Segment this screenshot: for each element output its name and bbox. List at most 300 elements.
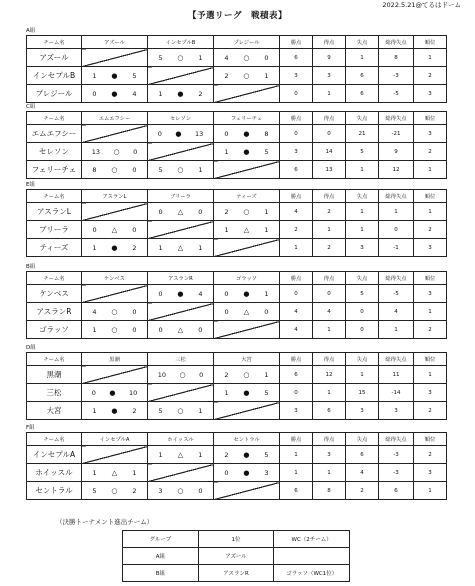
- team-row: [27, 203, 447, 221]
- team-row: [27, 402, 447, 420]
- stat-cell: 1: [346, 203, 379, 221]
- group-label: A組: [26, 28, 36, 34]
- final-cell: A組: [123, 548, 199, 565]
- result-mark: ○: [113, 147, 120, 156]
- score-for: 3: [158, 486, 163, 495]
- result-mark: △: [111, 468, 118, 477]
- header-opponent: インセプルA: [82, 433, 148, 446]
- stat-cell: 0: [379, 221, 414, 239]
- header-opponent: ゴラッソ: [214, 272, 280, 285]
- stat-cell: 1: [346, 366, 379, 384]
- result-mark: △: [243, 307, 250, 316]
- team-row: [27, 446, 447, 464]
- team-name: ゴラッソ: [27, 321, 82, 339]
- self-match-cell: [214, 482, 280, 500]
- self-match-cell: [82, 125, 148, 143]
- final-caption: （決勝トーナメント進出チーム）: [56, 518, 154, 526]
- stat-cell: -14: [379, 384, 414, 402]
- header-row: [27, 433, 447, 446]
- result-mark: ●: [243, 450, 250, 459]
- match-result: [82, 384, 148, 402]
- final-row: [123, 548, 350, 565]
- header-stat: 勝点: [280, 272, 313, 285]
- team-row: [27, 482, 447, 500]
- header-stat: 順位: [414, 272, 447, 285]
- header-stat: 勝点: [280, 36, 313, 49]
- score-against: 0: [264, 53, 269, 62]
- score-for: 0: [92, 225, 97, 234]
- header-row: [27, 353, 447, 366]
- result-mark: ●: [243, 289, 250, 298]
- stat-cell: 3: [414, 285, 447, 303]
- stat-cell: 3: [414, 85, 447, 103]
- score-for: 0: [92, 89, 97, 98]
- score-for: 0: [91, 388, 96, 397]
- group-table: [26, 189, 447, 257]
- team-name: インセプルB: [27, 67, 82, 85]
- score-against: 5: [264, 388, 269, 397]
- score-for: 0: [224, 129, 229, 138]
- stat-cell: -1: [379, 239, 414, 257]
- score-against: 1: [264, 225, 269, 234]
- self-match-cell: [82, 49, 148, 67]
- stat-cell: 1: [313, 85, 346, 103]
- result-mark: ○: [243, 71, 250, 80]
- final-row: [123, 565, 350, 582]
- team-row: [27, 464, 447, 482]
- team-row: [27, 321, 447, 339]
- header-opponent: ブリーラ: [148, 190, 214, 203]
- score-against: 0: [132, 225, 137, 234]
- stat-cell: 1: [414, 203, 447, 221]
- score-against: 13: [194, 129, 204, 138]
- group-label: D組: [26, 345, 36, 351]
- score-against: 1: [264, 207, 269, 216]
- header-opponent: フェリーチェ: [214, 112, 280, 125]
- header-stat: 順位: [414, 433, 447, 446]
- stat-cell: 1: [346, 221, 379, 239]
- team-name: フェリーチェ: [27, 161, 82, 179]
- group-block: [26, 28, 446, 103]
- score-against: 0: [133, 147, 138, 156]
- header-opponent: 三松: [148, 353, 214, 366]
- stat-cell: 3: [414, 125, 447, 143]
- stat-cell: 1: [280, 446, 313, 464]
- team-name: 黒潮: [27, 366, 82, 384]
- header-opponent: アスランR: [148, 272, 214, 285]
- score-for: 0: [224, 468, 229, 477]
- stat-cell: 0: [346, 303, 379, 321]
- team-name: ブリーラ: [27, 221, 82, 239]
- stat-cell: 2: [414, 143, 447, 161]
- stat-cell: 1: [414, 49, 447, 67]
- header-row: [27, 190, 447, 203]
- page-title: 【予選リーグ 戦積表】: [187, 11, 287, 21]
- score-against: 2: [198, 89, 203, 98]
- header-stat: 失点: [346, 36, 379, 49]
- score-for: 1: [158, 243, 163, 252]
- self-match-cell: [148, 464, 214, 482]
- score-against: 5: [264, 147, 269, 156]
- team-name: ホイッスル: [27, 464, 82, 482]
- group-label: E組: [26, 182, 35, 188]
- stat-cell: 3: [280, 143, 313, 161]
- header-stat: 順位: [414, 353, 447, 366]
- match-result: [82, 321, 148, 339]
- stat-cell: 1: [346, 161, 379, 179]
- score-for: 5: [158, 53, 163, 62]
- result-mark: ●: [243, 388, 250, 397]
- stat-cell: 1: [414, 482, 447, 500]
- self-match-cell: [214, 239, 280, 257]
- score-for: 2: [224, 370, 229, 379]
- result-mark: ●: [243, 468, 250, 477]
- match-result: [82, 239, 148, 257]
- header-opponent: インセプルB: [148, 36, 214, 49]
- stat-cell: 5: [346, 285, 379, 303]
- stat-cell: 1: [280, 464, 313, 482]
- stat-cell: 0: [280, 85, 313, 103]
- header-stat: 得点: [313, 272, 346, 285]
- header-stat: 順位: [414, 36, 447, 49]
- stat-cell: -3: [379, 446, 414, 464]
- header-opponent: エムエフシー: [82, 112, 148, 125]
- stat-cell: 1: [414, 366, 447, 384]
- match-result: [214, 285, 280, 303]
- score-for: 2: [224, 207, 229, 216]
- stat-cell: 4: [313, 303, 346, 321]
- stat-cell: 3: [414, 239, 447, 257]
- stat-cell: 4: [346, 464, 379, 482]
- header-stat: 総得失点: [379, 433, 414, 446]
- team-name: セントラル: [27, 482, 82, 500]
- final-cell: アスランR: [198, 565, 274, 582]
- stat-cell: 2: [346, 482, 379, 500]
- match-result: [214, 143, 280, 161]
- header-opponent: アズール: [82, 36, 148, 49]
- match-result: [148, 321, 214, 339]
- score-for: 1: [158, 89, 163, 98]
- header-opponent: セレソン: [148, 112, 214, 125]
- stat-cell: 2: [313, 203, 346, 221]
- match-result: [82, 303, 148, 321]
- header-stat: 得点: [313, 112, 346, 125]
- score-for: 1: [92, 71, 97, 80]
- stat-cell: 3: [280, 402, 313, 420]
- stat-cell: 0: [280, 125, 313, 143]
- header-stat: 失点: [346, 272, 379, 285]
- header-stat: 総得失点: [379, 36, 414, 49]
- group-block: [26, 264, 446, 339]
- result-mark: ○: [243, 207, 250, 216]
- team-row: [27, 125, 447, 143]
- result-mark: ●: [175, 129, 182, 138]
- match-result: [214, 67, 280, 85]
- header-opponent: ホイッスル: [148, 433, 214, 446]
- match-result: [148, 239, 214, 257]
- match-result: [214, 125, 280, 143]
- stat-cell: -21: [379, 125, 414, 143]
- score-against: 10: [128, 388, 138, 397]
- result-mark: △: [177, 450, 184, 459]
- stat-cell: 2: [280, 221, 313, 239]
- final-cell: B組: [123, 565, 199, 582]
- score-for: 2: [224, 71, 229, 80]
- stat-cell: 6: [280, 482, 313, 500]
- match-result: [148, 285, 214, 303]
- header-row: [27, 272, 447, 285]
- final-header-cell: グループ: [123, 531, 199, 548]
- header-opponent: アスランL: [82, 190, 148, 203]
- score-for: 5: [158, 406, 163, 415]
- score-against: 1: [198, 406, 203, 415]
- match-result: [82, 464, 148, 482]
- score-for: 1: [224, 147, 229, 156]
- stat-cell: 9: [379, 143, 414, 161]
- stat-cell: 2: [313, 239, 346, 257]
- header-stat: 勝点: [280, 433, 313, 446]
- header-opponent: ティーズ: [214, 190, 280, 203]
- score-for: 1: [158, 450, 163, 459]
- self-match-cell: [148, 67, 214, 85]
- score-for: 0: [158, 207, 163, 216]
- group-table: [26, 352, 447, 420]
- team-row: [27, 143, 447, 161]
- score-against: 1: [264, 370, 269, 379]
- stat-cell: 0: [313, 125, 346, 143]
- stat-cell: 0: [280, 384, 313, 402]
- result-mark: ○: [177, 53, 184, 62]
- stat-cell: 11: [379, 366, 414, 384]
- result-mark: ●: [111, 71, 118, 80]
- group-label: B組: [26, 264, 36, 270]
- group-block: [26, 104, 446, 179]
- header-stat: 得点: [313, 353, 346, 366]
- match-result: [214, 446, 280, 464]
- stat-cell: 8: [379, 49, 414, 67]
- stat-cell: 3: [414, 464, 447, 482]
- team-name: セレソン: [27, 143, 82, 161]
- match-result: [82, 482, 148, 500]
- final-cell: アズール: [198, 548, 274, 565]
- match-result: [214, 366, 280, 384]
- final-cell: [274, 548, 350, 565]
- match-result: [82, 161, 148, 179]
- result-mark: ○: [111, 325, 118, 334]
- stat-cell: 1: [414, 303, 447, 321]
- stat-cell: 6: [346, 85, 379, 103]
- score-for: 13: [91, 147, 101, 156]
- header-stat: 失点: [346, 433, 379, 446]
- stat-cell: 4: [379, 303, 414, 321]
- group-table: [26, 35, 447, 103]
- result-mark: ○: [243, 370, 250, 379]
- header-stat: 得点: [313, 36, 346, 49]
- match-result: [214, 303, 280, 321]
- header-stat: 勝点: [280, 112, 313, 125]
- header-opponent: プレジール: [214, 36, 280, 49]
- header-stat: 失点: [346, 353, 379, 366]
- score-against: 0: [199, 370, 204, 379]
- stat-cell: 2: [414, 402, 447, 420]
- score-against: 4: [198, 289, 203, 298]
- self-match-cell: [214, 321, 280, 339]
- stat-cell: 4: [280, 303, 313, 321]
- stat-cell: 6: [313, 402, 346, 420]
- self-match-cell: [82, 446, 148, 464]
- team-name: 三松: [27, 384, 82, 402]
- header-opponent: セントラル: [214, 433, 280, 446]
- stat-cell: -5: [379, 285, 414, 303]
- result-mark: △: [177, 325, 184, 334]
- result-mark: ●: [111, 406, 118, 415]
- match-result: [148, 446, 214, 464]
- self-match-cell: [148, 221, 214, 239]
- team-name: 大宮: [27, 402, 82, 420]
- score-for: 4: [92, 307, 97, 316]
- stat-cell: 3: [280, 67, 313, 85]
- group-table: [26, 271, 447, 339]
- group-block: [26, 425, 446, 500]
- score-for: 1: [92, 243, 97, 252]
- score-for: 2: [224, 450, 229, 459]
- stat-cell: 3: [379, 402, 414, 420]
- match-result: [214, 49, 280, 67]
- header-stat: 得点: [313, 190, 346, 203]
- match-result: [214, 221, 280, 239]
- header-team-name: チーム名: [27, 433, 82, 446]
- result-mark: △: [243, 225, 250, 234]
- stat-cell: 12: [313, 366, 346, 384]
- stat-cell: 1: [379, 321, 414, 339]
- stat-cell: 21: [346, 125, 379, 143]
- team-row: [27, 67, 447, 85]
- result-mark: ○: [111, 486, 118, 495]
- score-against: 0: [198, 325, 203, 334]
- header-stat: 総得失点: [379, 112, 414, 125]
- team-row: [27, 285, 447, 303]
- header-stat: 勝点: [280, 190, 313, 203]
- stat-cell: -5: [379, 85, 414, 103]
- stat-cell: 14: [313, 143, 346, 161]
- match-result: [148, 161, 214, 179]
- header-team-name: チーム名: [27, 272, 82, 285]
- stat-cell: 3: [346, 239, 379, 257]
- result-mark: ●: [177, 89, 184, 98]
- score-for: 1: [92, 468, 97, 477]
- stat-cell: 4: [280, 321, 313, 339]
- stat-cell: 12: [379, 161, 414, 179]
- result-mark: △: [177, 243, 184, 252]
- stat-cell: 0: [280, 285, 313, 303]
- score-against: 1: [198, 53, 203, 62]
- team-row: [27, 366, 447, 384]
- header-stat: 勝点: [280, 353, 313, 366]
- stat-cell: 1: [346, 49, 379, 67]
- stat-cell: 3: [313, 67, 346, 85]
- score-for: 5: [92, 486, 97, 495]
- header-opponent: 黒潮: [82, 353, 148, 366]
- final-cell: ゴラッソ（WC1位）: [274, 565, 350, 582]
- group-block: [26, 345, 446, 420]
- header-row: [27, 112, 447, 125]
- stat-cell: 6: [379, 482, 414, 500]
- team-name: インセプルA: [27, 446, 82, 464]
- stat-cell: 2: [414, 67, 447, 85]
- result-mark: △: [177, 207, 184, 216]
- team-name: アスランR: [27, 303, 82, 321]
- team-name: ティーズ: [27, 239, 82, 257]
- stat-cell: 3: [313, 446, 346, 464]
- result-mark: ●: [243, 147, 250, 156]
- self-match-cell: [148, 143, 214, 161]
- result-mark: ●: [243, 129, 250, 138]
- score-against: 5: [264, 450, 269, 459]
- stat-cell: 1: [379, 203, 414, 221]
- match-result: [148, 49, 214, 67]
- score-for: 1: [224, 388, 229, 397]
- score-for: 1: [92, 325, 97, 334]
- header-stat: 総得失点: [379, 272, 414, 285]
- group-label: F組: [26, 425, 35, 431]
- match-result: [214, 384, 280, 402]
- group-table: [26, 432, 447, 500]
- stat-cell: 6: [280, 161, 313, 179]
- stat-cell: 6: [346, 446, 379, 464]
- team-row: [27, 161, 447, 179]
- score-for: 4: [224, 53, 229, 62]
- match-result: [214, 464, 280, 482]
- score-against: 1: [198, 165, 203, 174]
- score-against: 4: [132, 89, 137, 98]
- team-name: プレジール: [27, 85, 82, 103]
- self-match-cell: [148, 384, 214, 402]
- final-header-row: [123, 531, 350, 548]
- team-name: ケンベス: [27, 285, 82, 303]
- stat-cell: 6: [346, 67, 379, 85]
- match-result: [148, 203, 214, 221]
- match-result: [148, 402, 214, 420]
- result-mark: ●: [111, 243, 118, 252]
- stat-cell: 1: [280, 239, 313, 257]
- stat-cell: -3: [379, 67, 414, 85]
- stat-cell: 6: [280, 49, 313, 67]
- stat-cell: 2: [414, 321, 447, 339]
- score-against: 0: [132, 307, 137, 316]
- stat-cell: 0: [346, 321, 379, 339]
- stat-cell: 2: [414, 221, 447, 239]
- match-result: [82, 143, 148, 161]
- header-stat: 順位: [414, 112, 447, 125]
- score-against: 8: [264, 129, 269, 138]
- match-result: [214, 203, 280, 221]
- score-against: 2: [132, 406, 137, 415]
- self-match-cell: [214, 85, 280, 103]
- stat-cell: 1: [313, 464, 346, 482]
- score-for: 0: [224, 307, 229, 316]
- result-mark: ○: [111, 307, 118, 316]
- stat-cell: 5: [346, 143, 379, 161]
- score-against: 0: [132, 325, 137, 334]
- team-row: [27, 49, 447, 67]
- score-against: 1: [198, 243, 203, 252]
- result-mark: ●: [109, 388, 116, 397]
- team-row: [27, 221, 447, 239]
- match-result: [82, 67, 148, 85]
- stat-cell: -3: [379, 464, 414, 482]
- team-row: [27, 303, 447, 321]
- header-team-name: チーム名: [27, 190, 82, 203]
